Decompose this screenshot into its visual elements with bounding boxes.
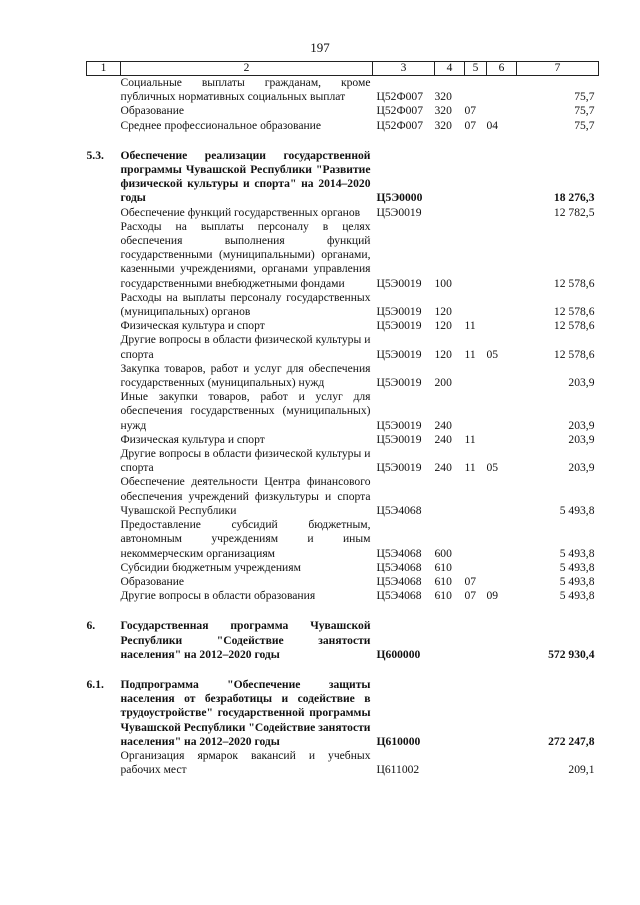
row-name: Государственная программа Чувашской Республики "Содействие занятости населения" на 2012–2020 годы	[120, 619, 371, 661]
row-section	[465, 619, 487, 662]
row-name: Обеспечение реализации государственной программы Чувашской Республики "Развитие физической культуры и спорта" на 2014–2020 годы	[120, 148, 371, 205]
row-expense-type: 240	[434, 418, 452, 432]
table-row	[87, 362, 599, 390]
row-expense-type: 120	[434, 319, 452, 333]
header-col-6: 6	[487, 62, 517, 76]
row-number	[87, 362, 121, 390]
row-expense-type	[435, 678, 465, 749]
row-number	[87, 518, 121, 561]
row-name: Среднее профессиональное образование	[120, 118, 322, 132]
table-row	[87, 475, 599, 518]
spacer-cell	[87, 662, 599, 678]
row-amount: 18 276,3	[553, 191, 595, 205]
row-subsection	[487, 104, 517, 118]
table-row	[87, 333, 599, 361]
row-name: Образование	[120, 574, 185, 588]
row-number	[87, 104, 121, 118]
row-section: 07	[464, 104, 477, 118]
row-subsection	[487, 561, 517, 575]
row-name: Расходы на выплаты персоналу в целях обеспечения выполнения функций государственными (муниципальными) органами, казенными учреждениями, органами управления государственными внебюджетными фондами	[120, 219, 371, 290]
row-number	[87, 475, 121, 518]
row-code: Ц5Э4068	[376, 574, 422, 588]
header-col-5: 5	[465, 62, 487, 76]
table-body	[87, 76, 599, 778]
row-section	[465, 561, 487, 575]
row-amount: 203,9	[568, 418, 595, 432]
row-code: Ц5Э0019	[376, 347, 422, 361]
table-row	[87, 319, 599, 333]
table-row	[87, 206, 599, 220]
row-subsection	[487, 76, 517, 105]
header-col-4: 4	[435, 62, 465, 76]
row-expense-type	[435, 149, 465, 206]
row-section: 11	[464, 461, 476, 475]
row-subsection	[487, 518, 517, 561]
row-amount: 203,9	[568, 432, 595, 446]
row-expense-type: 240	[434, 432, 452, 446]
row-subsection: 05	[486, 347, 499, 361]
row-number	[87, 589, 121, 603]
row-subsection: 05	[486, 461, 499, 475]
row-name: Другие вопросы в области физической культуры и спорта	[120, 447, 371, 475]
row-amount: 5 493,8	[559, 546, 595, 560]
row-expense-type	[435, 206, 465, 220]
row-code: Ц5Э4068	[376, 503, 422, 517]
row-amount: 5 493,8	[559, 574, 595, 588]
row-code: Ц611002	[376, 763, 420, 777]
row-code: Ц5Э0019	[376, 418, 422, 432]
table-row	[87, 220, 599, 291]
row-code: Ц5Э0019	[376, 376, 422, 390]
row-name: Обеспечение функций государственных органов	[120, 205, 361, 219]
row-number	[87, 561, 121, 575]
row-section	[465, 76, 487, 105]
table-row	[87, 390, 599, 433]
row-name: Расходы на выплаты персоналу государственных (муниципальных) органов	[120, 290, 371, 319]
row-amount: 12 578,6	[553, 276, 595, 290]
row-code: Ц610000	[376, 734, 421, 748]
row-amount: 12 578,6	[553, 319, 595, 333]
spacer-cell	[87, 133, 599, 149]
row-subsection	[487, 575, 517, 589]
row-name: Предоставление субсидий бюджетным, автономным учреждениям и иным некоммерческим организациям	[120, 518, 371, 560]
row-amount: 12 782,5	[553, 205, 595, 219]
row-expense-type: 120	[434, 347, 452, 361]
row-amount: 12 578,6	[553, 305, 595, 319]
row-number	[87, 333, 121, 361]
row-expense-type	[435, 749, 465, 777]
budget-table	[86, 61, 599, 777]
row-number	[87, 119, 121, 133]
row-section: 07	[464, 574, 477, 588]
row-code: Ц5Э4068	[376, 560, 422, 574]
row-subsection	[487, 390, 517, 433]
row-section	[465, 475, 487, 518]
row-name: Другие вопросы в области образования	[120, 589, 316, 603]
row-subsection	[487, 206, 517, 220]
row-code: Ц52Ф007	[376, 104, 424, 118]
table-row	[87, 518, 599, 561]
row-section	[465, 206, 487, 220]
row-amount: 272 247,8	[548, 734, 595, 748]
row-name: Физическая культура и спорт	[120, 319, 265, 333]
row-number	[87, 319, 121, 333]
row-amount: 5 493,8	[559, 560, 595, 574]
row-code: Ц5Э0019	[376, 305, 422, 319]
row-code: Ц5Э0019	[376, 276, 422, 290]
row-number	[87, 291, 121, 319]
row-expense-type: 610	[434, 574, 452, 588]
row-number	[87, 575, 121, 589]
row-section: 11	[464, 319, 476, 333]
row-subsection	[487, 678, 517, 749]
table-row	[87, 589, 599, 603]
row-code: Ц5Э0019	[376, 319, 422, 333]
table-row	[87, 104, 599, 118]
table-row	[87, 447, 599, 475]
row-expense-type	[435, 475, 465, 518]
row-section: 07	[464, 589, 477, 603]
row-number	[87, 749, 121, 777]
row-amount: 5 493,8	[559, 589, 595, 603]
table-row	[87, 575, 599, 589]
row-name: Закупка товаров, работ и услуг для обеспечения государственных (муниципальных) нужд	[120, 361, 371, 390]
row-number	[87, 390, 121, 433]
header-col-2: 2	[121, 62, 373, 76]
row-name: Обеспечение деятельности Центра финансового обеспечения учреждений физкультуры и спорта Чувашской Республики	[120, 475, 371, 517]
row-expense-type: 120	[434, 305, 452, 319]
table-row	[87, 119, 599, 133]
row-expense-type: 320	[434, 90, 452, 104]
row-code: Ц5Э0019	[376, 432, 422, 446]
row-subsection: 04	[486, 118, 499, 132]
row-expense-type: 240	[434, 461, 452, 475]
header-col-1: 1	[87, 62, 121, 76]
row-subsection	[487, 149, 517, 206]
row-expense-type: 320	[434, 118, 452, 132]
row-expense-type: 600	[434, 546, 452, 560]
row-spacer	[87, 603, 599, 619]
table-row	[87, 291, 599, 319]
row-number: 6.	[86, 619, 96, 633]
row-number	[87, 433, 121, 447]
row-code: Ц52Ф007	[376, 90, 424, 104]
header-col-7: 7	[517, 62, 599, 76]
row-code: Ц5Э4068	[376, 546, 422, 560]
row-subsection: 09	[486, 589, 499, 603]
row-section: 11	[464, 347, 476, 361]
row-number: 5.3.	[86, 148, 104, 162]
row-name: Образование	[120, 104, 185, 118]
row-number	[87, 447, 121, 475]
row-section: 07	[464, 118, 477, 132]
row-amount: 203,9	[568, 461, 595, 475]
table-header	[87, 62, 599, 76]
table-row	[87, 619, 599, 662]
row-name: Физическая культура и спорт	[120, 432, 265, 446]
row-name: Субсидии бюджетным учреждениям	[120, 560, 301, 574]
row-section	[465, 149, 487, 206]
row-section	[465, 220, 487, 291]
row-section	[465, 362, 487, 390]
row-amount: 12 578,6	[553, 347, 595, 361]
row-subsection	[487, 749, 517, 777]
row-code: Ц5Э4068	[376, 589, 422, 603]
row-spacer	[87, 662, 599, 678]
table-row	[87, 561, 599, 575]
row-expense-type: 610	[434, 560, 452, 574]
row-amount: 75,7	[574, 118, 595, 132]
row-amount: 75,7	[574, 90, 595, 104]
row-spacer	[87, 133, 599, 149]
table-row	[87, 678, 599, 749]
row-section	[465, 749, 487, 777]
row-number: 6.1.	[86, 677, 104, 691]
row-code: Ц5Э0000	[376, 191, 423, 205]
row-subsection	[487, 319, 517, 333]
table-row	[87, 76, 599, 105]
row-code: Ц5Э0019	[376, 205, 422, 219]
row-number	[87, 206, 121, 220]
table-row	[87, 149, 599, 206]
row-amount: 209,1	[568, 763, 595, 777]
row-subsection	[487, 475, 517, 518]
row-subsection	[487, 220, 517, 291]
row-expense-type: 100	[434, 276, 452, 290]
row-expense-type	[435, 619, 465, 662]
row-number	[87, 76, 121, 105]
page-number: 197	[310, 40, 330, 55]
row-section	[465, 518, 487, 561]
row-section	[465, 678, 487, 749]
row-amount: 75,7	[574, 104, 595, 118]
row-subsection	[487, 362, 517, 390]
row-amount: 5 493,8	[559, 503, 595, 517]
table-row	[87, 433, 599, 447]
row-amount: 572 930,4	[548, 647, 595, 661]
row-code: Ц600000	[376, 647, 421, 661]
row-code: Ц5Э0019	[376, 461, 422, 475]
row-amount: 203,9	[568, 376, 595, 390]
row-subsection	[487, 291, 517, 319]
row-name: Подпрограмма "Обеспечение защиты населения от безработицы и содействие в трудоустройстве" государственной программы Чувашской Республики "Содействие занятости населения" на 2012–2020 годы	[120, 677, 371, 748]
row-subsection	[487, 433, 517, 447]
row-name: Социальные выплаты гражданам, кроме публичных нормативных социальных выплат	[120, 76, 371, 104]
header-col-3: 3	[373, 62, 435, 76]
table-row	[87, 749, 599, 777]
row-code: Ц52Ф007	[376, 118, 424, 132]
row-section	[465, 291, 487, 319]
row-subsection	[487, 619, 517, 662]
row-section	[465, 390, 487, 433]
row-expense-type: 320	[434, 104, 452, 118]
row-name: Иные закупки товаров, работ и услуг для обеспечения государственных (муниципальных) нужд	[120, 390, 371, 432]
row-section: 11	[464, 432, 476, 446]
spacer-cell	[87, 603, 599, 619]
row-name: Другие вопросы в области физической культуры и спорта	[120, 333, 371, 361]
row-expense-type: 610	[434, 589, 452, 603]
row-expense-type: 200	[434, 376, 452, 390]
row-number	[87, 220, 121, 291]
row-name: Организация ярмарок вакансий и учебных рабочих мест	[120, 748, 371, 777]
